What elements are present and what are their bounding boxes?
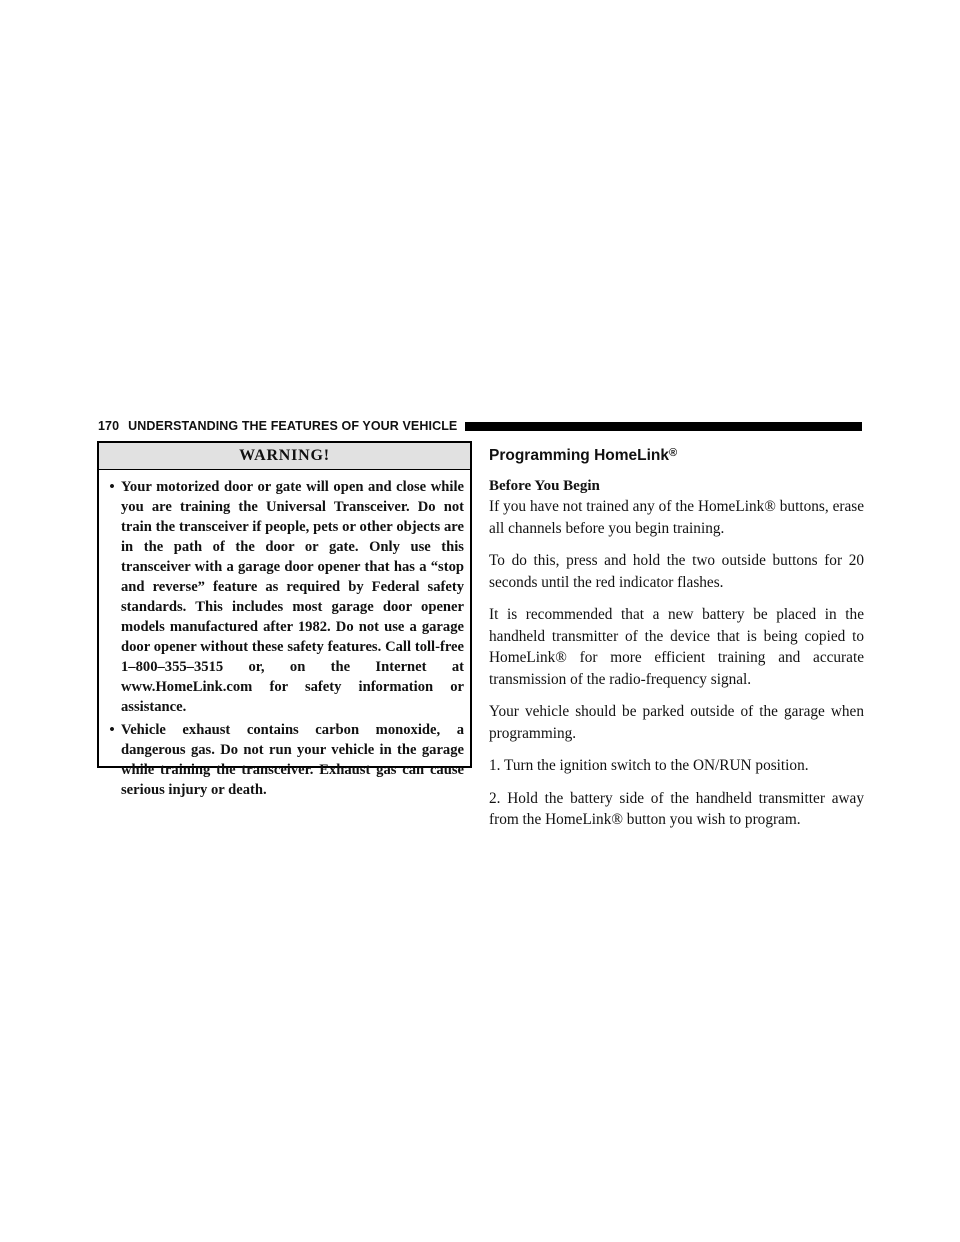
paragraph: It is recommended that a new battery be placed in the handheld transmitter of the device that is being copied to HomeLink® for more efficient training and accurate transmission of the radio-frequency signal.: [489, 606, 864, 688]
header-rule: [465, 422, 862, 431]
paragraph: Your vehicle should be parked outside of the garage when programming.: [489, 703, 864, 742]
step: 1. Turn the ignition switch to the ON/RUN position.: [489, 757, 809, 774]
warning-list: [99, 470, 470, 800]
section-title-text: Programming HomeLink: [489, 447, 669, 464]
warning-item: [103, 477, 464, 717]
warning-text: Vehicle exhaust contains carbon monoxide, a dangerous gas. Do not run your vehicle in the garage while training the transceiver. Exhaust gas can cause serious injury or death.: [121, 722, 464, 798]
page-number: 170: [98, 419, 120, 433]
warning-title: WARNING!: [239, 447, 330, 464]
warning-text: Your motorized door or gate will open and close while you are training the Universal Transceiver. Do not train the transceiver if people, pets or other objects are in the path of the door or gate. Only use this transceiver with a garage door opener that has a “stop and reverse” feature as required by Federal safety standards. This includes most garage door opener models manufactured after 1982. Do not use a garage door opener without these safety features. Call toll-free 1–800–355–3515 or, on the Internet at www.HomeLink.com for safety information or assistance.: [121, 479, 464, 715]
registered-mark: ®: [669, 447, 678, 459]
paragraph: If you have not trained any of the HomeLink® buttons, erase all channels before you begin training.: [489, 498, 864, 537]
main-column: [489, 443, 864, 831]
bullet-icon: •: [109, 479, 115, 495]
paragraph: To do this, press and hold the two outside buttons for 20 seconds until the red indicator flashes.: [489, 552, 864, 591]
warning-box: [97, 441, 472, 798]
chapter-title: UNDERSTANDING THE FEATURES OF YOUR VEHICLE: [128, 419, 458, 433]
warning-item: [103, 720, 464, 800]
subheading: Before You Begin: [489, 478, 600, 494]
step: 2. Hold the battery side of the handheld transmitter away from the HomeLink® button you wish to program.: [489, 789, 864, 828]
warning-title-bar: [99, 443, 470, 470]
bullet-icon: •: [109, 722, 115, 738]
page-header: [98, 419, 862, 433]
section-title: [489, 443, 864, 466]
